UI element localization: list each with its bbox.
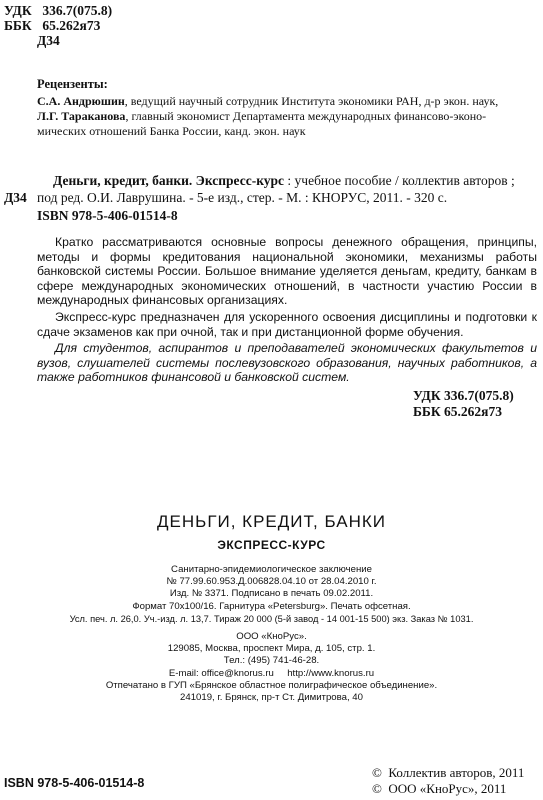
- reviewer-1-name: С.А. Андрюшин: [37, 94, 125, 108]
- bbk-value: 65.262я73: [42, 18, 101, 33]
- imprint-printer: Отпечатано в ГУП «Брянское областное полиграфическое объединение».: [105, 679, 438, 691]
- right-udk: УДК 336.7(075.8): [413, 388, 514, 403]
- right-bbk: ББК 65.262я73: [413, 404, 502, 419]
- bib-line-1-rest: : учебное пособие / коллектив авторов ;: [284, 173, 515, 188]
- imprint-subtitle: ЭКСПРЕСС-КУРС: [217, 538, 326, 552]
- reviewer-2: [37, 109, 486, 125]
- reviewer-1: [37, 94, 498, 110]
- bib-author-code: Д34: [4, 190, 27, 205]
- udk-label: УДК: [4, 3, 32, 18]
- abstract-para-2: Экспресс-курс предназначен для ускоренного освоения дисциплины и подготовки к сдаче экзаменов как при очной, так и при дистанционной форме обучения.: [37, 309, 537, 339]
- footer-copyright-2: © ООО «КноРус», 2011: [372, 781, 507, 796]
- bbk-label: ББК: [4, 18, 32, 33]
- imprint-printer-address: 241019, г. Брянск, пр-т Ст. Димитрова, 40: [180, 692, 363, 704]
- imprint-contacts: E-mail: office@knorus.ru http://www.knorus.ru: [168, 667, 375, 679]
- imprint-publisher: ООО «КноРус».: [236, 631, 307, 643]
- abstract-para-1: Кратко рассматриваются основные вопросы денежного обращения, принципы, методы и формы кредитования национальной экономики, механизмы работы банковской системы России. Большое внимание уделяется деньгам, кредиту, банкам в сфере международных экономических отношений, в частности участию России в международных финансовых организациях.: [37, 235, 537, 308]
- footer-isbn: ISBN 978-5-406-01514-8: [4, 776, 145, 790]
- abstract-para-3: Для студентов, аспирантов и преподавателей экономических факультетов и вузов, слушателей системы послевузовского образования, научных работников, а также работников финансовой и банковской систем.: [37, 341, 537, 385]
- footer-copyright-1: © Коллектив авторов, 2011: [372, 765, 525, 780]
- reviewer-1-desc: , ведущий научный сотрудник Института экономики РАН, д-р экон. наук,: [124, 94, 499, 108]
- bib-title: Деньги, кредит, банки. Экспресс-курс: [53, 173, 285, 188]
- imprint-line-4: Формат 70х100/16. Гарнитура «Petersburg». Печать офсетная.: [132, 600, 411, 612]
- reviewers-heading: Рецензенты:: [37, 77, 108, 91]
- imprint-title: ДЕНЬГИ, КРЕДИТ, БАНКИ: [157, 512, 386, 531]
- imprint-phone: Тел.: (495) 741-46-28.: [223, 655, 320, 667]
- abstract: [37, 235, 537, 385]
- bbk-row: [4, 19, 100, 32]
- imprint-details: [0, 564, 543, 704]
- udk-row: [4, 4, 112, 17]
- udk-value: 336.7(075.8): [42, 3, 113, 18]
- bib-line-1: [53, 172, 515, 189]
- bib-line-2: под ред. О.И. Лаврушина. - 5-е изд., стер. - М. : КНОРУС, 2011. - 320 с.: [37, 190, 448, 205]
- imprint-line-3: Изд. № 3371. Подписано в печать 09.02.2011.: [169, 588, 374, 600]
- imprint-line-5: Усл. печ. л. 26,0. Уч.-изд. л. 13,7. Тираж 20 000 (5-й завод - 14 001-15 500) экз. Заказ № 1031.: [69, 613, 474, 624]
- author-code: Д34: [37, 33, 60, 48]
- reviewer-2-name: Л.Г. Тараканова: [37, 109, 126, 123]
- bib-isbn: ISBN 978-5-406-01514-8: [37, 208, 178, 223]
- imprint-address: 129085, Москва, проспект Мира, д. 105, стр. 1.: [167, 643, 376, 655]
- imprint-line-2: № 77.99.60.953.Д.006828.04.10 от 28.04.2010 г.: [166, 576, 377, 588]
- imprint-line-1: Санитарно-эпидемиологическое заключение: [171, 564, 372, 575]
- reviewer-2-desc: , главный экономист Департамента международных финансово-эконо-: [125, 109, 487, 123]
- reviewer-2-cont: мических отношений Банка России, канд. экон. наук: [37, 124, 306, 138]
